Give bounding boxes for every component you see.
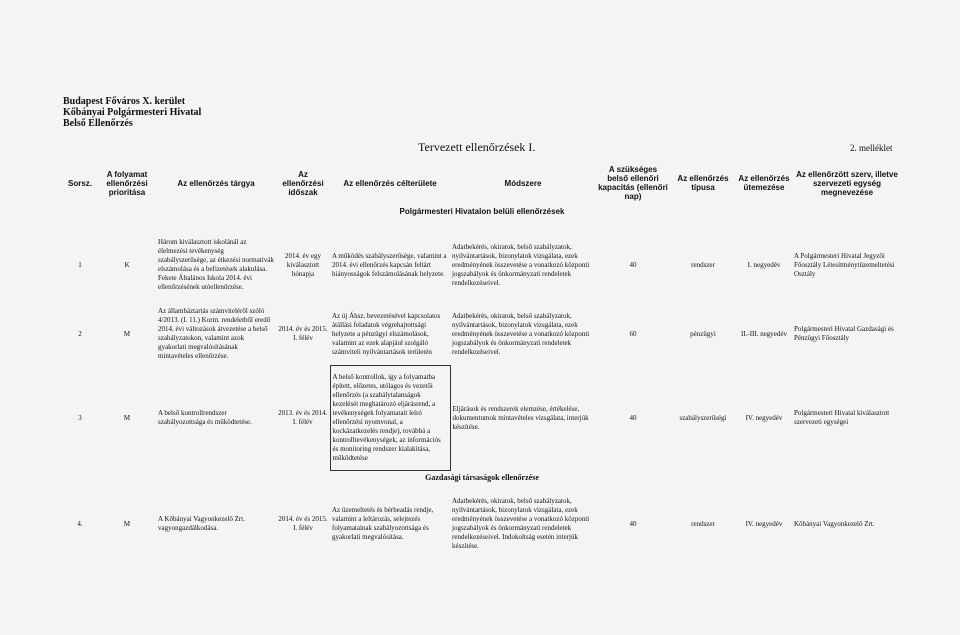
cell-no: 3	[78, 413, 82, 422]
cell-type: pénzügyi	[690, 329, 716, 338]
cell-type: szabályszerűségi	[679, 413, 727, 422]
cell-unit: Polgármesteri Hivatal kiválasztott szervezeti egységei	[794, 409, 890, 426]
cell-capacity: 40	[629, 519, 637, 528]
section-row	[62, 203, 902, 219]
table-row	[62, 366, 902, 471]
col-header-type: Az ellenőrzés típusa	[677, 174, 729, 192]
col-header-capacity: A szükséges belső ellenőri kapacitás (ellenőri nap)	[598, 165, 668, 201]
cell-type: rendszer	[691, 519, 715, 528]
col-header-method: Módszere	[504, 178, 542, 188]
cell-period: 2014. év és 2015. I. félév	[278, 515, 328, 532]
issuer-line-2: Kőbányai Polgármesteri Hivatal	[63, 107, 202, 118]
col-header-subject: Az ellenőrzés tárgya	[177, 178, 255, 188]
cell-capacity: 60	[629, 329, 637, 338]
audit-plan-table	[62, 163, 902, 565]
col-header-no: Sorsz.	[67, 178, 92, 188]
col-header-unit: Az ellenőrzött szerv, illetve szervezeti egység megnevezése	[796, 169, 898, 197]
cell-target: A működés szabályszerűsége, valamint a 2014. évi ellenőrzés kapcsán feltárt hiányosságok felszámolásának helyzete.	[332, 251, 447, 278]
table-header-row	[62, 163, 902, 203]
document-title: Tervezett ellenőrzések I.	[418, 140, 536, 154]
cell-period: 2014. év és 2015. I. félév	[278, 325, 328, 343]
cell-target: Az új Áhsz. bevezetésével kapcsolatos átállási feladatok végrehajtottsági helyzete a pénzügyi elszámolások, valamint az ezek alapjául szolgáló számviteli nyilvántartások területén	[332, 311, 441, 356]
section-title-internal: Polgármesteri Hivatalon belüli ellenőrzések	[399, 206, 565, 216]
cell-capacity: 40	[629, 413, 637, 422]
cell-subject: A Kőbányai Vagyonkezelő Zrt. vagyongazdálkodása.	[158, 515, 245, 532]
cell-period: 2014. év egy kiválasztott hónapja	[285, 251, 321, 278]
issuer-header	[63, 96, 201, 129]
cell-period: 2013. év és 2014. I. félév	[278, 409, 328, 426]
table-row	[62, 227, 902, 303]
cell-priority: M	[123, 329, 131, 338]
col-header-period: Az ellenőrzési időszak	[282, 169, 324, 197]
cell-capacity: 40	[629, 260, 637, 269]
cell-unit: A Polgármesteri Hivatal Jegyzői Főosztály Létesítménytüzemeltetési Osztály	[794, 251, 895, 278]
cell-priority: K	[124, 260, 130, 269]
cell-no: 4.	[77, 519, 83, 528]
cell-method: Adatbekérés, okiratok, belső szabályzatok, nyilvántartások, bizonylatok vizsgálata, ezek eredményének összevetése a vonatkozó központi jogszabályok és önkormányzati rendeletek rendelkezéseivel.	[452, 311, 590, 356]
issuer-line-1: Budapest Főváros X. kerület	[63, 96, 186, 107]
col-header-target: Az ellenőrzés célterülete	[343, 178, 437, 188]
cell-method: Adatbekérés, okiratok, belső szabályzatok, nyilvántartások, bizonylatok vizsgálata, ezek eredményének összevetése a vonatkozó központi jogszabályok és önkormányzati rendeletek rendelkezéseivel. Indokoltság esetén interjúk készítése.	[452, 497, 590, 550]
cell-type: rendszer	[691, 260, 715, 269]
cell-schedule: IV. negyedév	[745, 519, 783, 528]
cell-schedule: IV. negyedév	[745, 413, 783, 422]
cell-no: 1	[78, 260, 82, 269]
cell-schedule: I. negyedév	[747, 260, 781, 269]
cell-priority: M	[123, 413, 131, 422]
col-header-schedule: Az ellenőrzés ütemezése	[738, 174, 790, 192]
cell-target: A belső kontrollok, így a folyamatba épített, előzetes, utólagos és vezetői ellenőrzés (a szabálytalanságok kezelését meghatározó eljárásrend, a tevékenységek folyamatait leíró ellenőrzési nyomvonal, a kockázatkezelés rendje), továbbá a kontrolltevékenységek, az információs és monitoring rendszer kialakítása, működtetése	[330, 366, 450, 471]
table-row	[62, 483, 902, 565]
cell-target: Az üzemeltetés és bérbeadás rendje, valamint a leltározás, selejtezés folyamatainak szabályozottsága és gyakorlati megvalósítása.	[332, 506, 434, 541]
cell-unit: Polgármesteri Hivatal Gazdasági és Pénzügyi Főosztály	[794, 325, 894, 343]
section-title-companies: Gazdasági társaságok ellenőrzése	[425, 472, 539, 482]
cell-no: 2	[78, 329, 82, 338]
table-row	[62, 303, 902, 366]
cell-method: Adatbekérés, okiratok, belső szabályzatok, nyilvántartások, bizonylatok vizsgálata, ezek eredményének összevetése a vonatkozó központi jogszabályok és önkormányzati rendeletek rendelkezéseivel.	[452, 242, 590, 287]
section-row	[62, 471, 902, 484]
issuer-line-3: Belső Ellenőrzés	[63, 118, 133, 129]
cell-schedule: II.-III. negyedév	[740, 329, 788, 338]
cell-priority: M	[123, 519, 131, 528]
cell-subject: Három kiválasztott iskolánál az élelmezési tevékenység szabályszerűsége, az étkezési normatívák elszámolása és a befizetések alakulása. Fekete Általános Iskola 2014. évi ellenőrzésének utóellenőrzése.	[158, 238, 274, 291]
cell-subject: A belső kontrollrendszer szabályozottsága és működtetése.	[158, 409, 252, 426]
annex-label: 2. melléklet	[850, 143, 893, 153]
cell-subject: Az államháztartás számviteléről szóló 4/2013. (I. 11.) Korm. rendeletből eredő 2014. évi változások átvezetése a belső szabályzatokon, valamint azok gyakorlati megvalósításának mintavételes ellenőrzése.	[158, 307, 271, 361]
cell-method: Eljárások és rendszerek elemzése, értékelése, dokumentumok mintavételes vizsgálata, interjúk készítése.	[452, 404, 589, 431]
cell-unit: Kőbányai Vagyonkezelő Zrt.	[794, 519, 875, 528]
col-header-priority: A folyamat ellenőrzési prioritása	[106, 169, 148, 197]
